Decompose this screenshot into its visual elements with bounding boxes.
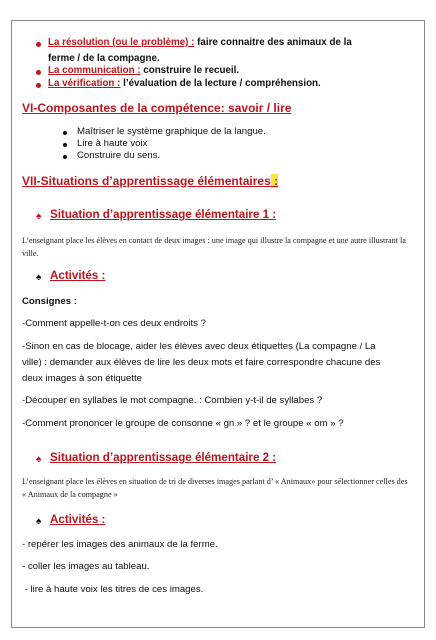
activity-line: - coller les images au tableau. [22, 561, 150, 572]
activities-heading: Activités : [50, 513, 106, 526]
step-text: faire connaitre des animaux de la [194, 37, 352, 48]
consigne-line: -Comment prononcer le groupe de consonne « gn » ? et le groupe « om » ? [22, 418, 344, 429]
competence-item: Lire à haute voix [77, 138, 148, 149]
consignes-label: Consignes : [22, 296, 77, 307]
activities-heading: Activités : [50, 269, 106, 282]
activity-line: - repérer les images des animaux de la ferme. [22, 539, 218, 550]
section-7-title-text: VII-Situations d’apprentissage élémentaires [22, 174, 271, 188]
bullet-dot [63, 155, 67, 159]
bullet-dot [63, 131, 67, 135]
bullet-dot [36, 70, 41, 75]
situation-1-intro: L’enseignant place les élèves en contact de deux images : une image qui illustre la compagne et une autre illustrant la [22, 236, 406, 245]
consigne-line: -Comment appelle-t-on ces deux endroits ? [22, 318, 206, 329]
consigne-line: ville) : demander aux élèves de lire les deux mots et faire correspondre chacune des [22, 357, 381, 368]
step-label: La communication : [48, 65, 141, 76]
bullet-dot [36, 83, 41, 88]
section-6-title: VI-Composantes de la compétence: savoir / lire [22, 101, 292, 115]
step-text: construire le recueil. [140, 65, 240, 76]
situation-1-intro-cont: ville. [22, 249, 39, 258]
consigne-line: deux images à son étiquette [22, 373, 143, 384]
situation-2-intro-cont: « Animaux de la compagne » [22, 490, 118, 499]
competence-item: Construire du sens. [77, 150, 161, 161]
bullet-dot [63, 143, 67, 147]
step-label: La résolution (ou le problème) : [48, 37, 195, 48]
step-label: La vérification : [48, 78, 121, 89]
situation-2-title: Situation d’apprentissage élémentaire 2 : [50, 451, 277, 464]
step-continuation: ferme / de la compagne. [48, 53, 160, 64]
step-verification [48, 78, 321, 89]
spade-icon: ♠ [36, 454, 42, 465]
spade-icon: ♠ [36, 211, 42, 222]
situation-1-title: Situation d’apprentissage élémentaire 1 : [50, 208, 277, 221]
situation-2-intro: L’enseignant place les élèves en situation de tri de diverses images parlant d’ « Animaux» pour sélectionner celles des [22, 477, 408, 486]
consigne-line: -Découper en syllabes le mot compagne. : Combien y-t-il de syllabes ? [22, 395, 323, 406]
step-text: l’évaluation de la lecture / compréhension. [120, 78, 321, 89]
section-7-title-end: : [270, 174, 279, 188]
competence-item: Maîtriser le système graphique de la langue. [77, 126, 266, 137]
spade-icon: ♠ [36, 516, 42, 527]
consigne-line: -Sinon en cas de blocage, aider les élèves avec deux étiquettes (La compagne / La [22, 341, 376, 352]
step-resolution [48, 37, 352, 48]
section-7-title [22, 174, 278, 188]
activity-line: - lire à haute voix les titres de ces images. [22, 584, 204, 595]
bullet-dot [36, 42, 41, 47]
spade-icon: ♠ [36, 272, 42, 283]
step-communication [48, 65, 239, 76]
